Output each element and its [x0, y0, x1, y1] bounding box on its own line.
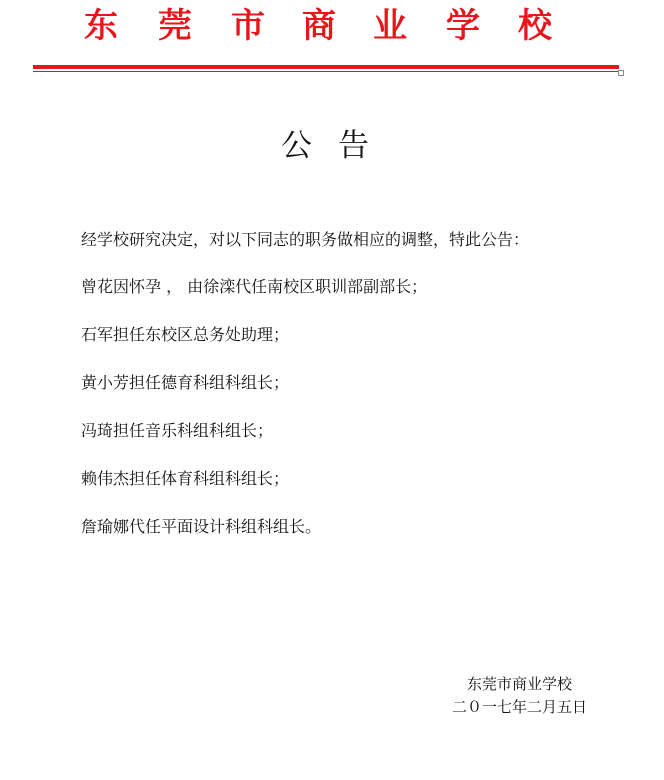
school-name-char: 东 [84, 6, 118, 46]
notice-line: 经学校研究决定，对以下同志的职务做相应的调整，特此公告： [81, 230, 530, 249]
school-name-char: 莞 [158, 6, 192, 46]
letterhead-rule-thin [33, 71, 619, 72]
school-name-char: 学 [446, 6, 480, 46]
notice-line: 曾花因怀孕 ， 由徐滦代任南校区职训部副部长； [81, 277, 428, 296]
notice-line: 黄小芳担任德育科组科组长； [81, 373, 290, 392]
school-name-char: 业 [373, 6, 407, 46]
letterhead-rule-thick [33, 65, 619, 69]
letterhead [0, 2, 664, 52]
notice-line: 詹瑜娜代任平面设计科组科组长。 [81, 517, 322, 536]
school-name-char: 市 [231, 6, 265, 46]
notice-line: 赖伟杰担任体育科组科组长； [81, 469, 290, 488]
notice-line: 冯琦担任音乐科组科组长； [81, 421, 274, 440]
school-name-char: 商 [302, 6, 336, 46]
notice-line: 石军担任东校区总务处助理； [81, 325, 290, 344]
school-name-char: 校 [518, 6, 552, 46]
resize-handle-icon[interactable] [618, 70, 624, 76]
notice-title: 公告 [281, 128, 395, 164]
issuer-name: 东莞市商业学校 [467, 675, 573, 693]
issue-date: 二０一七年二月五日 [452, 698, 588, 716]
